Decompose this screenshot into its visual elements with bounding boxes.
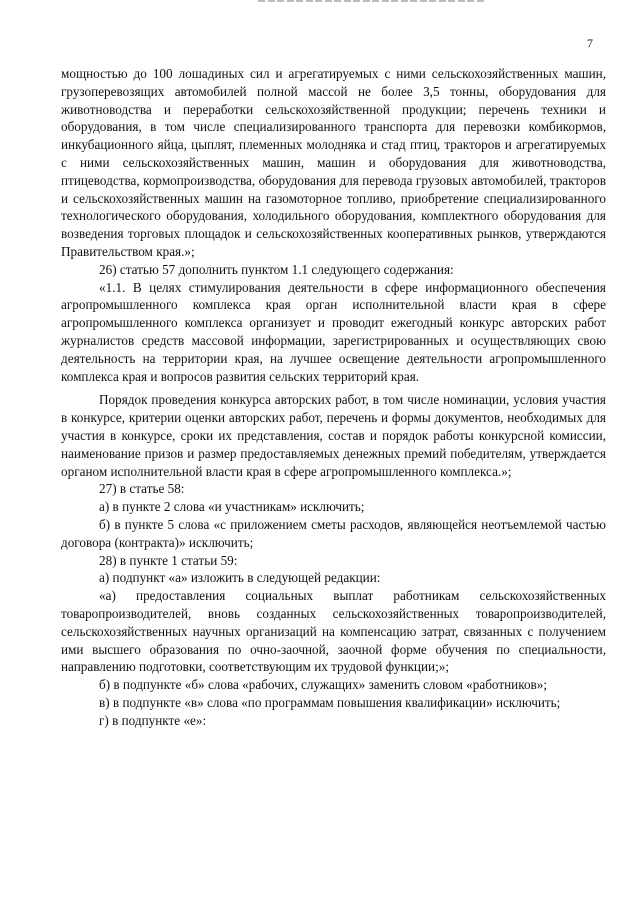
paragraph-item-28: 28) в пункте 1 статьи 59: xyxy=(99,552,238,568)
scan-header-dash xyxy=(315,0,322,2)
paragraph-clause-1-1: «1.1. В целях стимулирования деятельности в сфере информационного обеспечения агропромышленного комплекса края орган исполнительной власти края в сфере агропромышленного комплекса организует и проводит ежегодный конкурс авторских работ журналистов средств массовой информации, зарегистрированных и осуществляющих свою деятельность на территории края, на лучшее освещение деятельности агропромышленного комплекса края и вопросов развития сельских территорий края. xyxy=(61,279,606,384)
scan-header-dash xyxy=(277,0,284,2)
paragraph-item-28-g: г) в подпункте «е»: xyxy=(99,712,207,728)
paragraph-item-28-a: а) подпункт «а» изложить в следующей редакции: xyxy=(99,570,381,586)
scan-header-dash xyxy=(401,0,408,2)
scan-header-dash xyxy=(458,0,465,2)
scan-header-dash xyxy=(410,0,417,2)
paragraph-continuation: мощностью до 100 лошадиных сил и агрегатируемых с ними сельскохозяйственных машин, грузоперевозящих автомобилей полной массой не более 3,5 тонны, оборудования для животноводства и переработки сельскохозяйственной продукции; перечень техники и оборудования, в том числе специализированного транспорта для перевозки комбикормов, инкубационного яйца, цыплят, племенных молодняка и стад птиц, тракторов и агрегатируемых с ними сельскохозяйственных машин, машин и оборудования для животноводства, птицеводства, кормопроизводства, оборудования для перевода грузовых автомобилей, тракторов и сельскохозяйственных машин на газомоторное топливо, приобретение специализированного технологического оборудования, холодильного оборудования, комплектного оборудования для возведения торговых площадок и сельскохозяйственных кооперативных рынков, утверждаются Правительством края.»; xyxy=(61,66,606,259)
paragraph-item-27: 27) в статье 58: xyxy=(99,481,185,497)
scan-header-dash xyxy=(429,0,436,2)
scan-header-dash xyxy=(372,0,379,2)
paragraph-item-28-b: б) в подпункте «б» слова «рабочих, служащих» заменить словом «работников»; xyxy=(99,677,548,693)
scan-header-dash xyxy=(363,0,370,2)
scan-header-dash xyxy=(467,0,474,2)
scan-header-dash xyxy=(448,0,455,2)
scan-header-dash xyxy=(268,0,275,2)
paragraph-item-28-v: в) в подпункте «в» слова «по программам повышения квалификации» исключить; xyxy=(99,694,561,710)
scan-header-dash xyxy=(477,0,484,2)
paragraph-item-27-a: а) в пункте 2 слова «и участникам» исключить; xyxy=(99,499,365,515)
scan-header-dash xyxy=(334,0,341,2)
paragraph-item-27-b: б) в пункте 5 слова «с приложением сметы расходов, являющейся неотъемлемой частью договора (контракта)» исключить; xyxy=(61,516,606,550)
scan-header-dash xyxy=(391,0,398,2)
document-body xyxy=(61,65,606,729)
scan-header-dash xyxy=(439,0,446,2)
paragraph-item-28-a-text: «а) предоставления социальных выплат работникам сельскохозяйственных товаропроизводителей, вновь созданных сельскохозяйственных товаропроизводителей, сельскохозяйственных научных организаций на компенсацию затрат, связанных с получением ими высшего образования по очно-заочной, заочной форме обучения по специальности, направлению подготовки, соответствующим их трудовой функции;»; xyxy=(61,588,606,675)
page-number: 7 xyxy=(587,36,594,50)
scan-header-dash xyxy=(287,0,294,2)
scan-header-dash xyxy=(420,0,427,2)
scan-header-dash xyxy=(382,0,389,2)
scan-header-mark xyxy=(258,0,488,4)
paragraph-contest-procedure: Порядок проведения конкурса авторских работ, в том числе номинации, условия участия в конкурсе, критерии оценки авторских работ, перечень и формы документов, необходимых для участия в конкурсе, сроки их представления, состав и порядок работы конкурсной комиссии, наименование призов и размер предоставляемых денежных премий победителям, утверждается органом исполнительной власти края в сфере агропромышленного комплекса.»; xyxy=(61,392,606,479)
scan-header-dash xyxy=(258,0,265,2)
scan-header-dash xyxy=(344,0,351,2)
scan-header-dash xyxy=(306,0,313,2)
scan-header-dash xyxy=(325,0,332,2)
paragraph-item-26: 26) статью 57 дополнить пунктом 1.1 следующего содержания: xyxy=(99,261,454,277)
scan-header-dash xyxy=(353,0,360,2)
scan-header-dash xyxy=(296,0,303,2)
